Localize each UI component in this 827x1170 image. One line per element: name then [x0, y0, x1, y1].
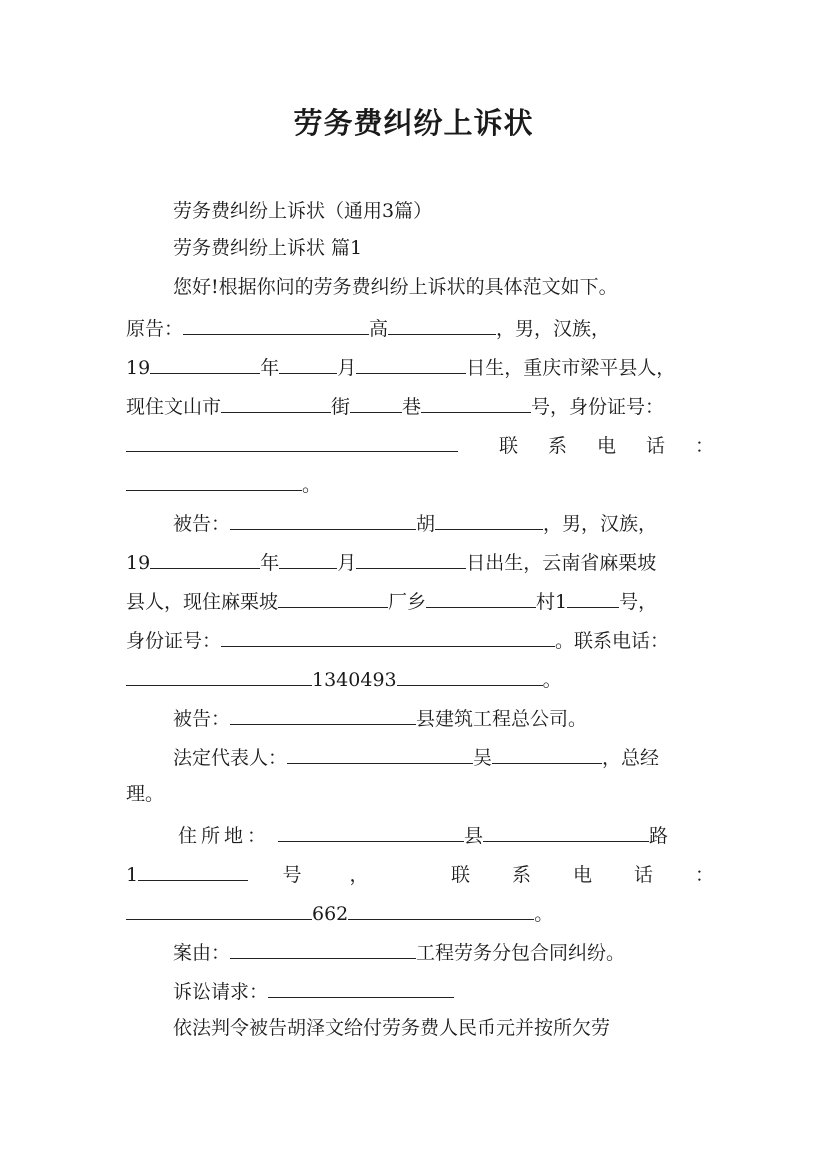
lane-label: 巷 [402, 396, 422, 418]
defendant1-birthplace: 日出生，云南省麻栗坡 [466, 552, 657, 574]
plaintiff-birth-day-blank [356, 346, 466, 374]
county-label: 县 [464, 825, 484, 847]
village-label: 村1 [536, 591, 568, 613]
defendant1-line-2 [126, 541, 714, 580]
document-title: 劳务费纠纷上诉状 [293, 106, 534, 140]
defendant1-name-blank [230, 502, 416, 530]
case-blank [230, 931, 416, 959]
subtitle: 劳务费纠纷上诉状（通用3篇） [173, 200, 433, 222]
legal-representative-label: 法定代表人： [173, 747, 288, 769]
year-label: 年 [260, 552, 280, 574]
address-blank [278, 814, 464, 842]
period: 。 [542, 669, 562, 691]
plaintiff-line-3 [126, 385, 714, 424]
defendant1-line-1 [126, 502, 761, 541]
section-heading: 劳务费纠纷上诉状 篇1 [173, 237, 363, 259]
period: 。 [302, 474, 322, 496]
plaintiff-birthplace: 日生，重庆市梁平县人， [466, 357, 676, 379]
case-text: 工程劳务分包合同纠纷。 [416, 942, 626, 964]
defendant1-birth-year-prefix: 19 [126, 552, 151, 574]
defendant2-line-6 [126, 892, 714, 931]
representative-title-part1: ，总经 [602, 747, 660, 769]
number-label: 号， [282, 864, 417, 886]
defendant1-phone-value: 1340493 [312, 669, 397, 691]
representative-given-name-blank [492, 736, 602, 764]
plaintiff-birth-year-blank [150, 346, 260, 374]
month-label: 月 [337, 357, 357, 379]
plaintiff-line-1 [126, 307, 714, 346]
defendant1-village-blank [426, 580, 536, 608]
defendant2-line-4 [126, 814, 744, 853]
subtitle-line [126, 192, 761, 231]
year-label: 年 [260, 357, 280, 379]
case-label: 案由： [173, 942, 231, 964]
defendant2-phone-label: 联系电话： [450, 864, 756, 886]
plaintiff-gender-ethnicity: ，男，汉族， [496, 318, 611, 340]
factory-township-label: 厂乡 [388, 591, 427, 613]
plaintiff-id-label: 号，身份证号： [531, 396, 665, 418]
defendant1-birth-year-blank [150, 541, 260, 569]
claims-label: 诉讼请求： [173, 981, 269, 1003]
defendant1-surname: 胡 [416, 513, 436, 535]
month-label: 月 [337, 552, 357, 574]
plaintiff-id-blank [126, 424, 458, 452]
defendant1-phone-blank-left [126, 658, 312, 686]
plaintiff-name-blank [183, 307, 369, 335]
defendant2-phone-blank-left [126, 892, 312, 920]
defendant1-gender-ethnicity: ，男，汉族， [543, 513, 658, 535]
defendant2-phone-value: 662 [312, 903, 349, 925]
road-number-blank [138, 853, 248, 881]
plaintiff-number-blank [421, 385, 531, 413]
defendant1-residence-label: 县人，现住麻栗坡 [126, 591, 279, 613]
representative-surname: 吴 [473, 747, 493, 769]
section-heading-line [126, 229, 761, 268]
intro-line [126, 268, 761, 307]
defendant2-company: 县建筑工程总公司。 [416, 708, 588, 730]
plaintiff-phone-blank [126, 463, 302, 491]
plaintiff-label: 原告： [126, 318, 184, 340]
representative-title-part2: 理。 [126, 783, 165, 805]
plaintiff-lane-blank [350, 385, 402, 413]
defendant2-label: 被告： [173, 708, 231, 730]
county-blank [483, 814, 649, 842]
plaintiff-street-blank [221, 385, 331, 413]
case-line [126, 931, 761, 970]
plaintiff-surname: 高 [369, 318, 389, 340]
road-number-prefix: 1 [126, 864, 139, 886]
defendant2-phone-blank-right [348, 892, 534, 920]
defendant1-birth-day-blank [356, 541, 466, 569]
defendant1-number-blank [567, 580, 619, 608]
street-label: 街 [331, 396, 351, 418]
plaintiff-line-5 [126, 463, 714, 502]
defendant1-id-blank [221, 619, 555, 647]
plaintiff-residence-label: 现住文山市 [126, 396, 222, 418]
claims-heading-line [126, 970, 761, 1009]
defendant1-given-name-blank [435, 502, 543, 530]
defendant2-line-3 [126, 775, 714, 814]
claims-blank [268, 970, 454, 998]
defendant1-line-4 [126, 619, 714, 658]
plaintiff-birth-month-blank [279, 346, 337, 374]
plaintiff-line-2 [126, 346, 714, 385]
defendant1-label: 被告： [173, 513, 231, 535]
intro-text: 您好!根据你问的劳务费纠纷上诉状的具体范文如下。 [173, 276, 618, 298]
claims-text-line [126, 1009, 761, 1048]
defendant1-id-label: 身份证号： [126, 630, 222, 652]
defendant1-line-5 [126, 658, 714, 697]
plaintiff-birth-year-prefix: 19 [126, 357, 151, 379]
defendant2-line-1 [126, 697, 761, 736]
plaintiff-phone-label: 联系电话： [498, 435, 744, 457]
defendant1-line-3 [126, 580, 714, 619]
road-label: 路 [649, 825, 669, 847]
number-label: 号， [619, 591, 658, 613]
defendant1-birth-month-blank [279, 541, 337, 569]
defendant2-line-5 [126, 853, 756, 892]
plaintiff-given-name-blank [388, 307, 496, 335]
period: 。 [534, 903, 554, 925]
defendant1-phone-label: 。联系电话： [555, 630, 670, 652]
defendant2-company-blank [230, 697, 416, 725]
plaintiff-line-4 [126, 424, 744, 463]
claims-text: 依法判令被告胡泽文给付劳务费人民币元并按所欠劳 [173, 1017, 611, 1039]
defendant2-line-2 [126, 736, 761, 775]
address-label: 住所地： [178, 825, 271, 847]
representative-name-blank [287, 736, 473, 764]
defendant1-factory-blank [278, 580, 388, 608]
defendant1-phone-blank-right [397, 658, 543, 686]
